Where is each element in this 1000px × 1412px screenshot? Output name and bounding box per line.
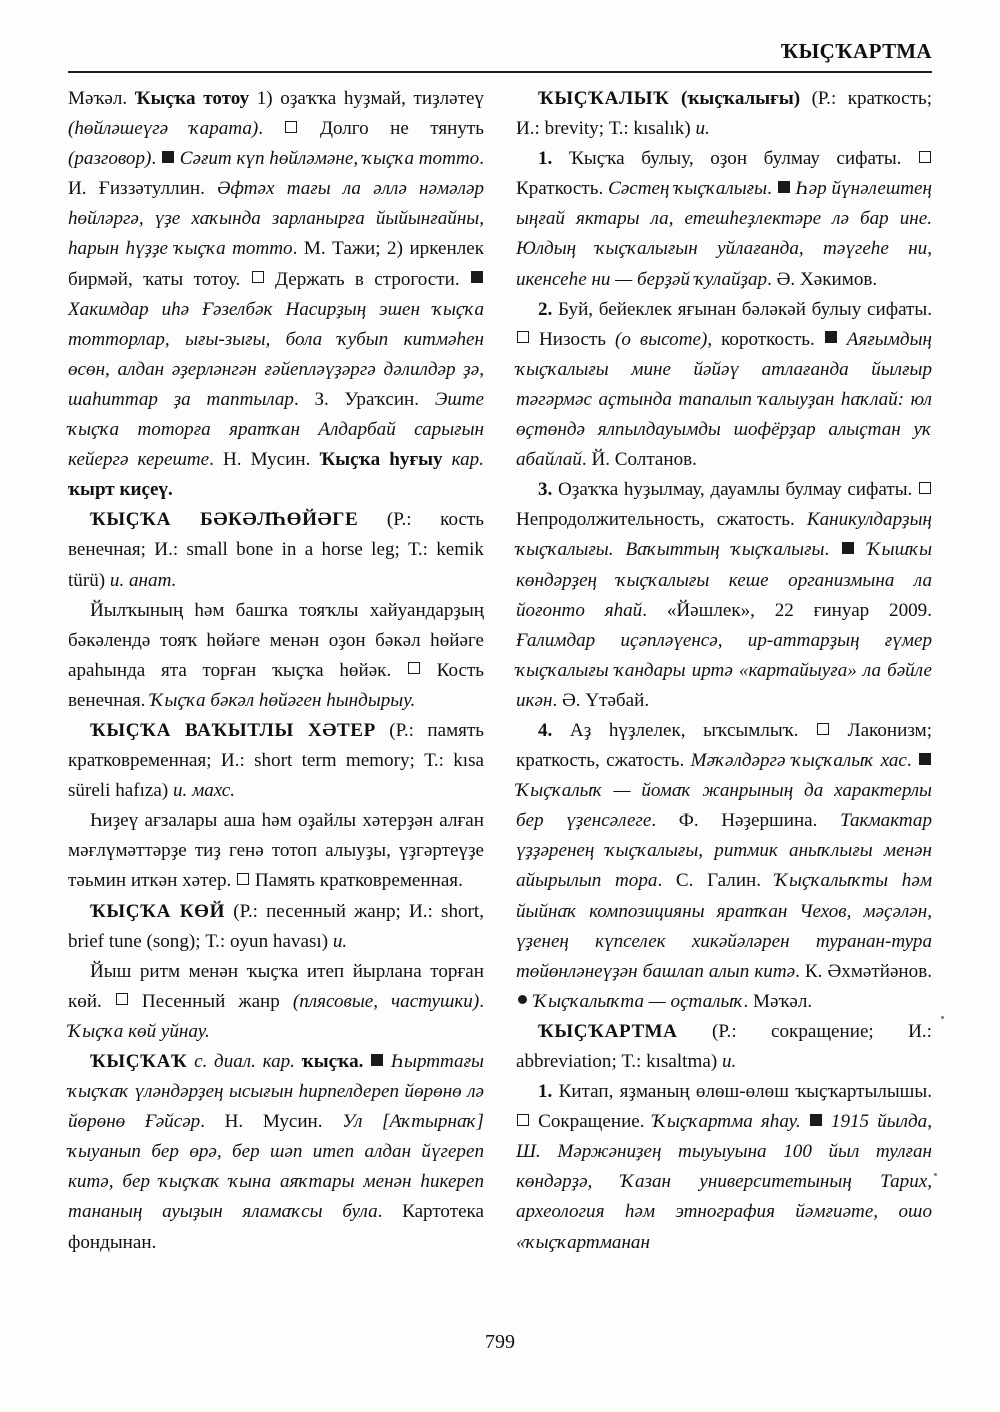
italic-run: Каникулдарҙың ҡыҫҡалығы. Ваҡыттың ҡыҫҡалығы — [516, 509, 932, 561]
text-run: Оҙаҡҡа һуҙылмау, дауамлы булмау сифаты. — [552, 479, 918, 501]
text-run: Йылҡының һәм башҡа тояҡлы хайуандарҙың бәкәлендә тояҡ һөйәге менән оҙон бәкәл һөйәге араһында ята торған ҡыҫҡа һөйәк. — [68, 599, 484, 681]
entry-headword-paragraph — [68, 505, 484, 595]
column-container — [68, 84, 932, 1292]
text-run: Низость — [530, 328, 616, 350]
entry-body-paragraph — [68, 84, 484, 505]
latin-gloss: kısaltma — [646, 1051, 711, 1072]
text-run: ) — [710, 1051, 722, 1072]
italic-run: (разговор) — [68, 148, 152, 170]
bold-run: ҡыҫҡа. — [294, 1051, 364, 1072]
text-run: Сокращение. — [530, 1111, 653, 1133]
italic-run: Һәр йүнәлештең ыңғай яктары ла, етешһеҙлектәре лә бар ине. Юлдың ҡыҫҡалығын уйлағанда, тәүгеһе ни, икенсеһе ни — берҙәй ҡулайҙар — [516, 178, 932, 290]
italic-run: Эште ҡыҫҡа тоторға яратҡан Алдарбай сарығын кейергә кереште — [68, 388, 484, 471]
text-run: (Р.: краткость; И.: — [516, 88, 933, 140]
right-column — [516, 84, 932, 1292]
text-run: (Р.: кость венечная; И.: — [68, 509, 484, 561]
italic-run: Ҡыҫҡалыҡты һәм йыйнаҡ композицияны яратҡан Чехов, мәҫәлән, үҙенең күпселек хикәйәләрен туранан-тура төйөнләнеүҙән башлап алып китә — [516, 870, 933, 982]
text-run: . — [258, 118, 285, 140]
italic-run: Ҡыҫҡа көй уйнау. — [68, 1020, 210, 1042]
italic-run: (плясовые, частушки) — [292, 990, 480, 1012]
text-run: Ҡыҫҡа булыу, оҙон булмау сифаты. — [552, 148, 918, 170]
latin-gloss: kemik türü — [68, 539, 484, 591]
sense-paragraph — [516, 295, 932, 476]
bold-run: Ҡыҫҡа тотоу — [134, 88, 250, 109]
marker-open-square-icon — [408, 662, 420, 674]
text-run: Буй, бейеклек яғынан бәләкәй булыу сифаты. — [552, 298, 932, 320]
text-run: Держать в строгости. — [264, 268, 470, 290]
text-run — [363, 1051, 370, 1072]
text-run: Память кратковременная. — [250, 870, 463, 892]
italic-run: Такмактар үҙҙәренең ҡыҫҡалығы, ритмик аныҡлығы менән айырылып тора — [516, 810, 932, 892]
bold-run: 4. — [538, 719, 553, 741]
latin-gloss: small bone in a horse leg — [186, 539, 395, 561]
marker-open-square-icon — [237, 873, 249, 885]
text-run: ; Т.: — [611, 1051, 647, 1072]
italic-run: Әфтәх тағы ла әллә нәмәләр һөйләргә, үҙе хаҡында зарланырға йыйынғайны, һарын һүҙҙе ҡыҫҡа тотто — [68, 178, 485, 260]
marker-filled-square-icon — [825, 331, 837, 343]
italic-run: Ҡыҫҡалыҡта — оҫталыҡ — [529, 990, 744, 1012]
latin-gloss: abbreviation — [516, 1051, 612, 1072]
text-run: Песенный жанр — [128, 990, 293, 1012]
latin-gloss: short term memory — [254, 750, 410, 772]
marker-filled-square-icon — [919, 753, 931, 765]
sense-paragraph — [516, 144, 932, 294]
italic-run: и. махс. — [172, 780, 236, 802]
text-run: ) — [321, 930, 333, 952]
italic-run: Хакимдар иһә Ғәзелбәк Насирҙың эшен ҡыҫҡа тотторлар, ығы-зығы, бола ҡубып китмәһен өсөн, алдан әҙерләнгән ғәйепләүҙәргә дәлилдәр ҙә, шаһиттар ҙа таптылар — [68, 298, 484, 410]
text-run: . К. Әхмәтйәнов. — [795, 960, 932, 982]
marker-open-square-icon — [116, 993, 128, 1005]
text-run: (Р.: песенный жанр; И.: — [225, 900, 442, 922]
latin-gloss: kısa süreli hafıza — [68, 750, 485, 802]
running-head — [68, 38, 932, 72]
page-number: 799 — [485, 1331, 515, 1353]
marker-bullet-icon — [518, 995, 527, 1004]
entry-body-paragraph — [68, 596, 484, 716]
latin-gloss: short, brief tune (song) — [68, 900, 484, 952]
italic-run: и. анат. — [109, 569, 177, 591]
italic-run: и. — [332, 930, 348, 952]
marker-filled-square-icon — [842, 542, 854, 554]
latin-gloss: oyun havası — [229, 930, 322, 952]
text-run: ; Т.: — [598, 118, 634, 140]
sense-paragraph — [516, 716, 932, 1017]
text-run: ; Т.: — [394, 539, 437, 561]
running-head-title: ҠЫҪҠАРТМА — [780, 39, 932, 63]
marker-open-square-icon — [252, 271, 264, 283]
italic-run: с. диал. кар. — [187, 1051, 295, 1072]
italic-run: и. — [695, 118, 710, 140]
italic-run: Ҡышҡы көндәрҙең ҡыҫҡалығы кеше организмына ла йоғонто яһай — [516, 539, 933, 621]
marker-filled-square-icon — [162, 151, 174, 163]
italic-run: Ул [Аҡтырнаҡ] ҡыуанып бер өрә, бер шәп итеп алдан йүгереп китә, бер ҡыҫҡаҡ ҡына аяҡтары менән һикереп тананың ауыҙын яламаҡсы була — [68, 1111, 484, 1223]
italic-run: Сәстең ҡыҫҡалығы — [608, 178, 768, 200]
marker-open-square-icon — [919, 151, 931, 163]
text-run: . Картотека фондынан. — [68, 1201, 485, 1253]
italic-run: Һырттағы ҡыҫҡаҡ үләндәрҙең ысығын һирпелдереп йөрөнө лә йөрөнө Ғәйсәр — [68, 1051, 484, 1133]
marker-filled-square-icon — [778, 181, 790, 193]
sense-paragraph — [516, 1077, 932, 1258]
text-run: Мәҡәл. — [68, 88, 135, 109]
text-run: ) — [684, 118, 696, 140]
marker-filled-square-icon — [810, 1114, 822, 1126]
text-run: Китап, яҙманың өлөш-өлөш ҡыҫҡартылышы. — [552, 1081, 932, 1103]
text-run: . — [824, 539, 842, 561]
bold-run: Ҡыҫҡа һуғыу — [319, 449, 443, 471]
text-run: . — [906, 750, 919, 772]
text-run: . И. Ғиззәтуллин. — [68, 148, 485, 200]
bold-run: 2. — [538, 298, 553, 320]
text-run: . Мәҡәл. — [743, 990, 813, 1012]
entry-headword-paragraph — [68, 1047, 484, 1258]
bold-run: ҡырт киҫеү. — [68, 479, 173, 501]
scan-speck — [941, 1016, 944, 1019]
entry-headword-paragraph — [68, 716, 484, 806]
bold-run: 1. — [538, 148, 553, 170]
text-run: Лаконизм; краткость, сжатость. — [516, 719, 932, 772]
italic-run: Мәҡәлдәргә ҡыҫҡалыҡ хас — [690, 750, 907, 772]
italic-run: кар. — [442, 449, 484, 471]
text-run: . З. Ураҡсин. — [293, 388, 435, 410]
entry-headword-paragraph — [516, 1017, 932, 1077]
marker-filled-square-icon — [471, 271, 483, 283]
italic-run: Аяғымдың ҡыҫҡалығы мине йәйәү атлағанда йылғыр тәгәрмәс аҫтында тапалып ҡалыуҙан һаҡлай: юл өҫтөндә ялпылдауымды шофёрҙар алыҫтан уҡ абайлай — [516, 328, 932, 471]
text-run: 1) оҙаҡҡа һуҙмай, тиҙләтеү — [249, 88, 484, 109]
header-rule — [68, 71, 932, 73]
text-run: . Н. Мусин. — [200, 1111, 343, 1133]
marker-filled-square-icon — [371, 1054, 383, 1066]
text-run — [801, 1111, 809, 1132]
text-run: Непродолжительность, сжатость. — [516, 509, 807, 531]
headword: ҠЫҪҠАҠ — [90, 1051, 188, 1072]
text-run: Аҙ һүҙлелек, ыҡсымлыҡ. — [552, 719, 817, 741]
italic-run: Ҡыҫҡалыҡ — йомаҡ жанрының да характерлы бер үҙенсәлеге — [516, 780, 932, 832]
bold-run: (ҡыҫҡалығы) — [669, 88, 801, 109]
text-run: . М. Тажи; 2) иркенлек бирмәй, ҡаты тотоу. — [68, 238, 484, 290]
text-run: . Й. Солтанов. — [581, 449, 697, 471]
text-run: ) — [98, 569, 110, 591]
entry-headword-paragraph — [68, 897, 484, 957]
italic-run: Ҡыҫҡа бәкәл һөйәген һындырыу. — [150, 689, 416, 711]
entry-headword-paragraph — [516, 84, 932, 144]
latin-gloss: kısalık — [633, 118, 685, 140]
text-run: . — [479, 990, 484, 1012]
entry-body-paragraph — [68, 806, 484, 896]
text-run: ) — [161, 780, 173, 802]
entry-body-paragraph — [68, 957, 484, 1047]
text-run: (Р.: сокращение; И.: — [677, 1020, 932, 1042]
scan-speck — [934, 1173, 937, 1176]
italic-run: Ҡыҫҡартма яһау. — [652, 1111, 801, 1133]
bold-run: 3. — [538, 479, 553, 501]
text-run: . — [767, 178, 777, 200]
marker-open-square-icon — [919, 482, 931, 494]
text-run: Долго не тянуть — [298, 118, 484, 140]
italic-run: (о высоте) — [615, 328, 708, 350]
italic-run: 1915 йылда, Ш. Мәржәниҙең тыуыуына 100 йыл тулған көндәрҙә, Ҡазан университетының Тарих, археология һәм этнография йәмғиәте, ошо «ҡыҫҡартманан — [516, 1111, 932, 1253]
text-run: ; Т.: — [409, 750, 454, 772]
italic-run: и. — [721, 1051, 737, 1072]
text-run: , короткость. — [707, 328, 824, 350]
headword: ҠЫҪҠАРТМА — [538, 1020, 678, 1042]
text-run: . Ә. Хәкимов. — [767, 268, 878, 290]
marker-open-square-icon — [285, 121, 297, 133]
sense-paragraph — [516, 475, 932, 716]
text-run: (Р.: память кратковременная; И.: — [68, 719, 484, 772]
text-run: . С. Галин. — [657, 870, 775, 892]
text-run: . Ф. Нәҙершина. — [651, 810, 841, 832]
text-run: . Н. Мусин. — [209, 449, 320, 471]
text-run: ; Т.: — [195, 930, 230, 952]
italic-run: (һөйләшеүгә ҡарата) — [68, 118, 259, 140]
text-run: . Ә. Үтәбай. — [552, 689, 650, 711]
left-column — [68, 84, 484, 1292]
text-run: Краткость. — [516, 178, 609, 200]
bold-run: 1. — [538, 1081, 553, 1103]
headword: ҠЫҪҠА ВАҠЫТЛЫ ХӘТЕР — [90, 719, 376, 741]
italic-run: Сәғит күп һөйләмәне, ҡыҫҡа тотто — [174, 148, 480, 170]
headword: ҠЫҪҠАЛЫҠ — [538, 88, 670, 109]
latin-gloss: brevity — [544, 118, 599, 140]
marker-open-square-icon — [517, 331, 529, 343]
text-run: . «Йәшлек», 22 ғинуар 2009. — [642, 599, 932, 621]
headword: ҠЫҪҠА БӘКӘЛ҃ҺӨЙӘГЕ — [90, 509, 359, 531]
marker-open-square-icon — [517, 1114, 529, 1126]
headword: ҠЫҪҠА КӨЙ — [90, 900, 226, 922]
marker-open-square-icon — [817, 723, 829, 735]
text-run: Йыш ритм менән ҡыҫҡа итеп йырлана торған көй. — [68, 960, 484, 1012]
text-run: Кость венечная. — [68, 659, 484, 711]
text-run: Һиҙеү ағзалары аша һәм оҙайлы хәтерҙән алған мәғлүмәттәрҙе тиҙ генә тотоп алыуҙы, үҙгәртеүҙе тәьмин иткән хәтер. — [68, 810, 484, 892]
text-run: . — [151, 148, 161, 170]
italic-run: Ғалимдар иҫәпләүенсә, ир-аттарҙың ғүмер ҡыҫҡалығы ҡандары иртә «картайыуға» ла бәйле икән — [516, 629, 932, 711]
